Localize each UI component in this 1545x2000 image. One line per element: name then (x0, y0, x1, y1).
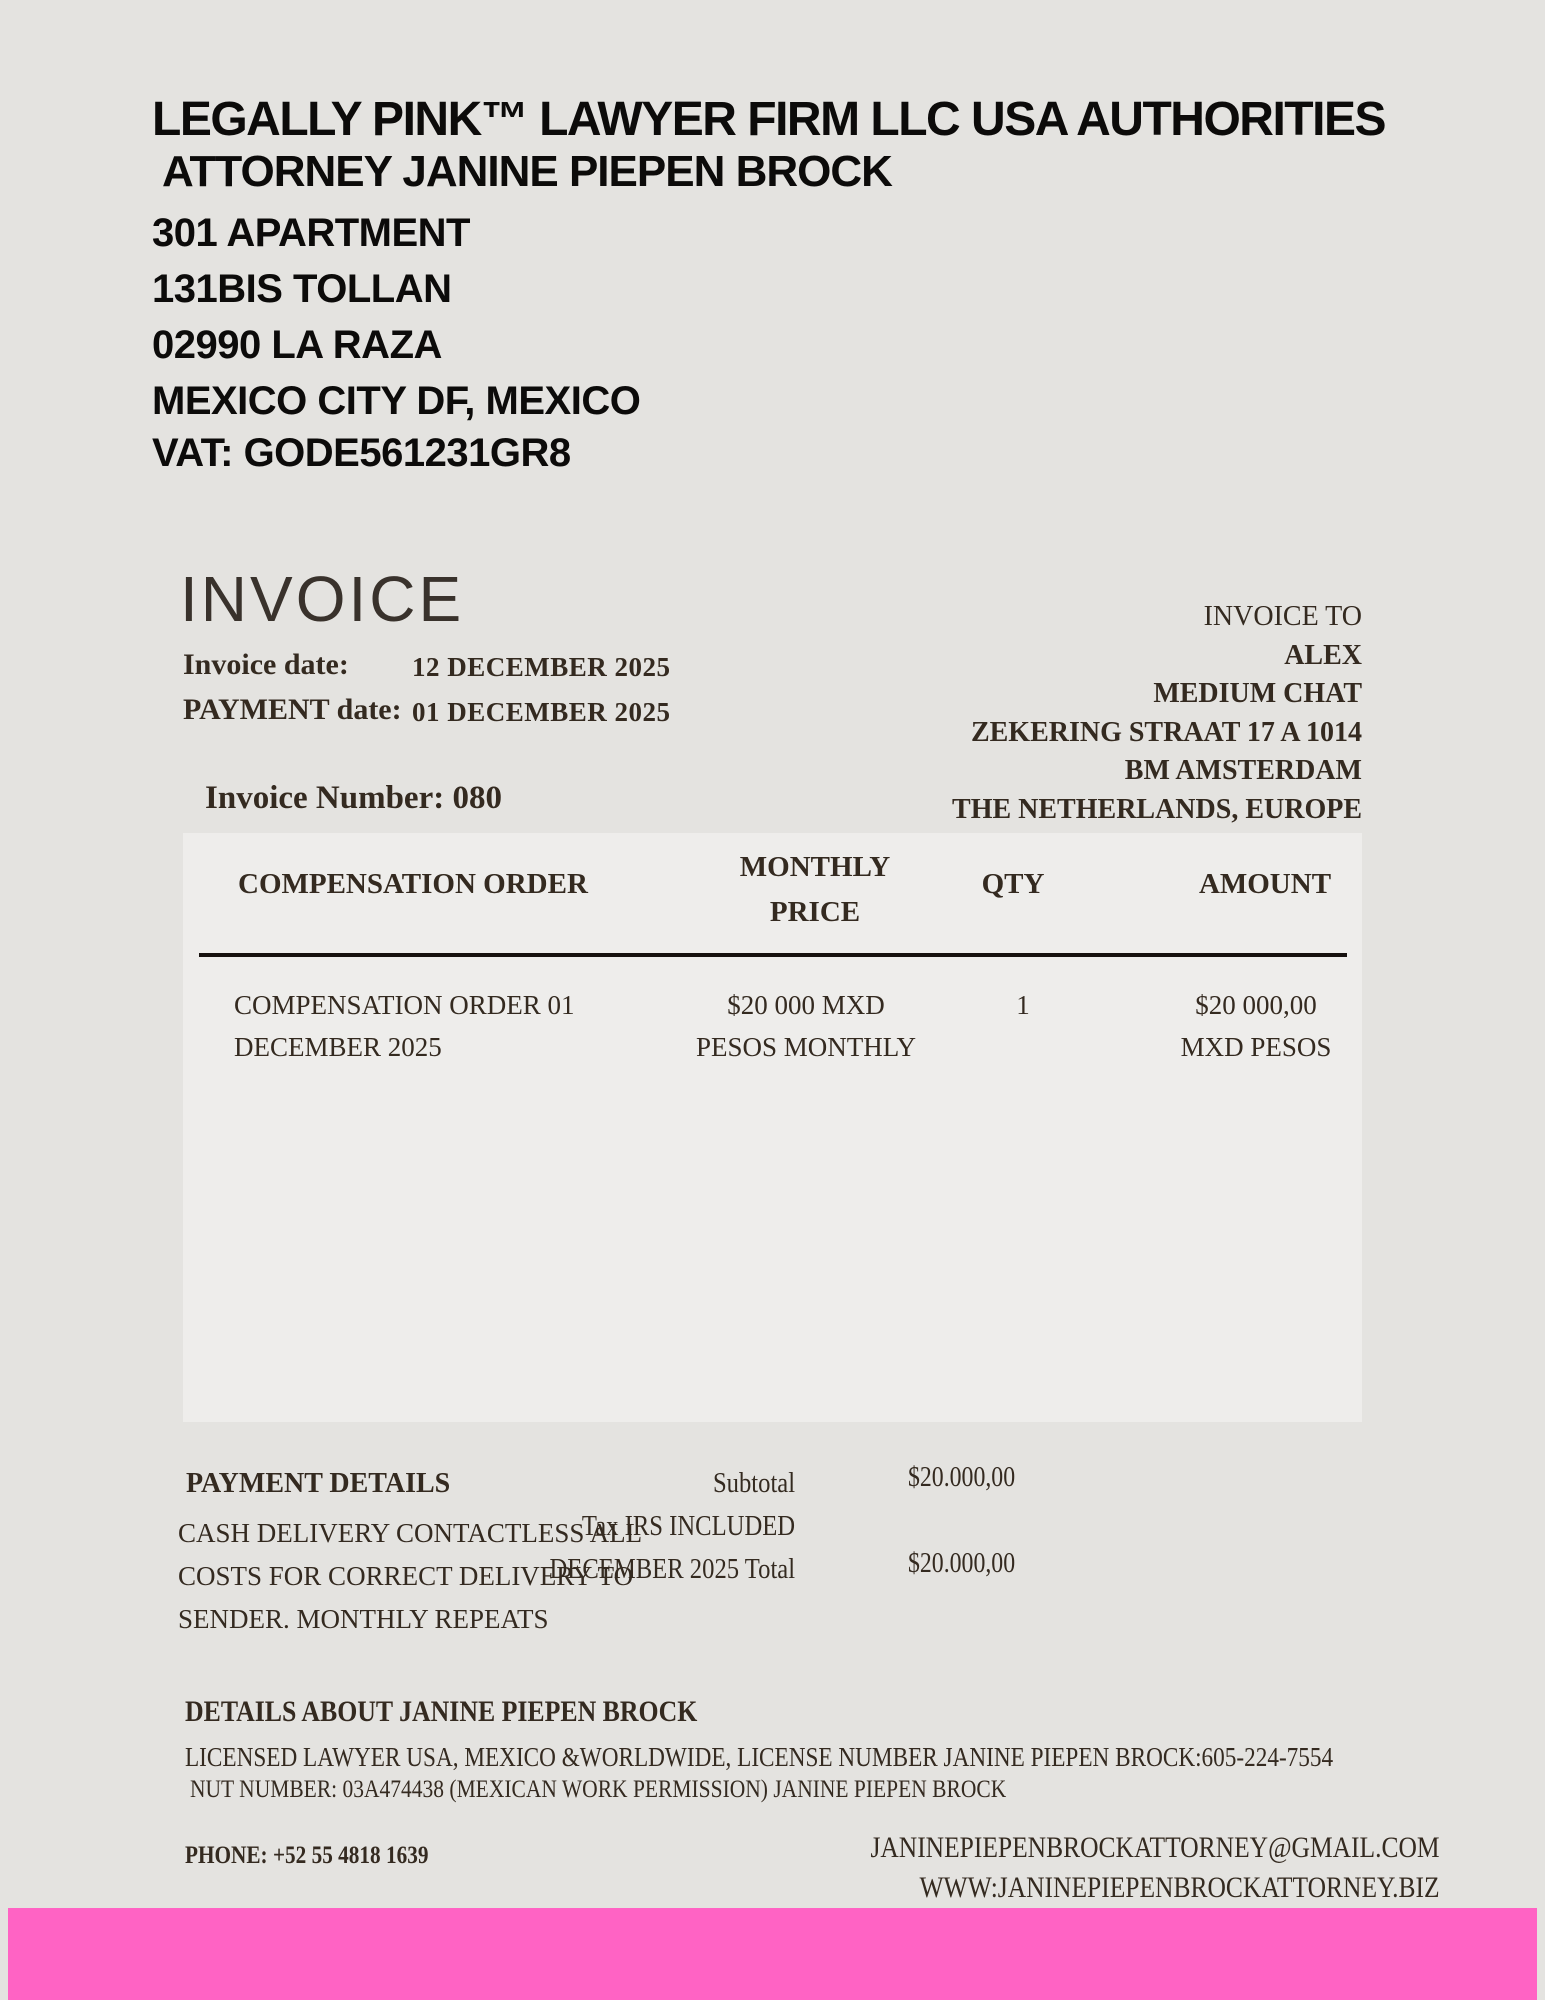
invoice-date-value: 12 DECEMBER 2025 (412, 652, 671, 682)
bill-to-name: ALEX (1284, 639, 1362, 671)
total-value: $20.000,00 (908, 1548, 1016, 1579)
phone-number: PHONE: +52 55 4818 1639 (185, 1842, 429, 1869)
bill-to-block (952, 598, 1362, 868)
bill-to-line-4: BM AMSTERDAM (1124, 755, 1362, 786)
payment-date-value: 01 DECEMBER 2025 (412, 697, 671, 727)
footer-accent-bar (8, 1908, 1537, 2000)
invoice-number: Invoice Number: 080 (205, 780, 502, 816)
total-label: DECEMBER 2025 Total (549, 1554, 795, 1585)
email-address: JANINEPIEPENBROCKATTORNEY@GMAIL.COM (870, 1831, 1440, 1864)
table-row-qty: 1 (1016, 990, 1030, 1020)
item-amount-line-2: MXD PESOS (1180, 1032, 1332, 1062)
payment-details-heading: PAYMENT DETAILS (186, 1468, 451, 1499)
nut-number-line: NUT NUMBER: 03A474438 (MEXICAN WORK PERMISSION) JANINE PIEPEN BROCK (190, 1776, 1007, 1803)
bill-to-line-2: MEDIUM CHAT (1153, 678, 1362, 709)
website-url: WWW:JANINEPIEPENBROCKATTORNEY.BIZ (919, 1871, 1440, 1904)
company-attorney: ATTORNEY JANINE PIEPEN BROCK (162, 147, 892, 196)
item-description-line-2: DECEMBER 2025 (234, 1032, 442, 1062)
bill-to-line-3: ZEKERING STRAAT 17 A 1014 (970, 716, 1362, 748)
invoice-title: INVOICE (180, 563, 465, 635)
column-header-amount: AMOUNT (1198, 868, 1332, 900)
table-header-divider (199, 953, 1347, 957)
column-header-price: MONTHLY PRICE (739, 851, 891, 928)
company-address-line-2: 131BIS TOLLAN (152, 267, 452, 311)
company-address-line-1: 301 APARTMENT (152, 211, 470, 255)
column-header-qty: QTY (981, 868, 1045, 900)
license-details-line: LICENSED LAWYER USA, MEXICO &WORLDWIDE, LICENSE NUMBER JANINE PIEPEN BROCK:605-224-7554 (185, 1742, 1334, 1772)
item-amount-line-1: $20 000,00 (1195, 990, 1317, 1020)
item-price-line-2: PESOS MONTHLY (695, 1032, 917, 1062)
company-name: LEGALLY PINK™ LAWYER FIRM LLC USA AUTHORITIES (152, 93, 1385, 146)
payment-date-label: PAYMENT date: (183, 693, 402, 726)
bill-to-line-5: THE NETHERLANDS, EUROPE (952, 793, 1362, 825)
payment-details-body: CASH DELIVERY CONTACTLESS ALL COSTS FOR CORRECT DELIVERY TO SENDER. MONTHLY REPEATS (178, 1518, 642, 1634)
subtotal-label: Subtotal (712, 1468, 795, 1499)
bill-to-heading: INVOICE TO (1203, 601, 1362, 632)
invoice-date-label: Invoice date: (183, 648, 349, 681)
column-header-item: COMPENSATION ORDER (238, 868, 588, 900)
company-vat-number: VAT: GODE561231GR8 (152, 431, 571, 475)
item-description-line-1: COMPENSATION ORDER 01 (234, 990, 575, 1020)
company-address-line-3: 02990 LA RAZA (152, 323, 442, 367)
table-row-item (234, 984, 614, 1068)
company-address-line-4: MEXICO CITY DF, MEXICO (152, 379, 641, 423)
tax-label: Tax IRS INCLUDED (581, 1511, 795, 1542)
subtotal-value: $20.000,00 (908, 1462, 1016, 1493)
totals-labels (549, 1462, 795, 1591)
item-price-line-1: $20 000 MXD (727, 990, 885, 1020)
table-row-amount (1161, 984, 1351, 1068)
details-about-heading: DETAILS ABOUT JANINE PIEPEN BROCK (185, 1695, 698, 1728)
table-row-price (686, 984, 926, 1068)
contact-block (871, 1828, 1440, 1908)
